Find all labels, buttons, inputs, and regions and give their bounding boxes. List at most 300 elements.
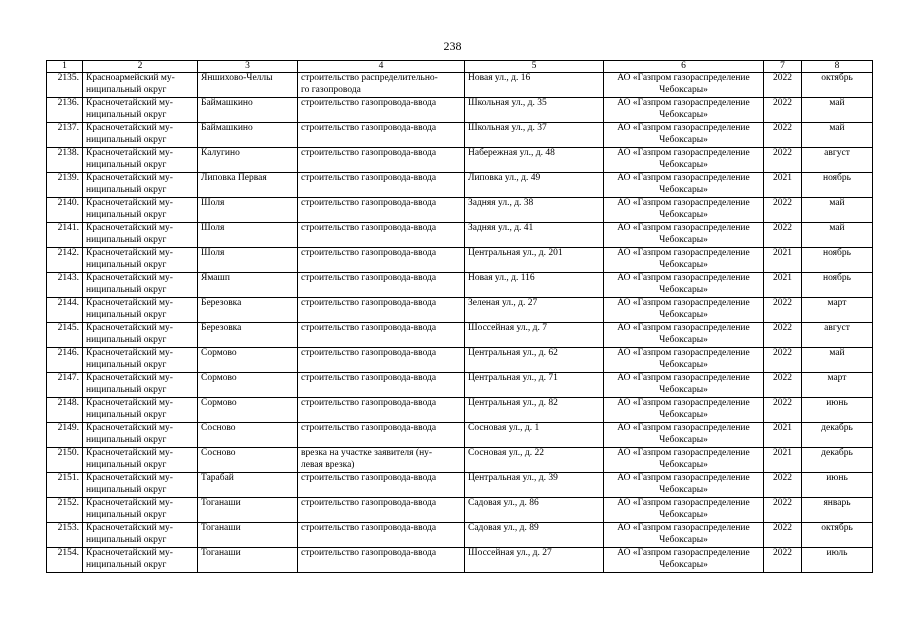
address: Центральная ул., д. 39	[468, 473, 558, 483]
table-row	[47, 73, 873, 98]
organization-line: АО «Газпром газораспределение	[617, 373, 750, 383]
municipality-cell	[83, 298, 198, 323]
address: Шоссейная ул., д. 7	[468, 323, 547, 333]
row-number-cell	[47, 73, 83, 98]
address-cell	[465, 123, 604, 148]
month: август	[824, 148, 850, 158]
month-cell	[802, 173, 873, 198]
table-row	[47, 448, 873, 473]
table-row	[47, 348, 873, 373]
municipality-line: Красночетайский му-	[86, 473, 173, 483]
month: май	[829, 98, 845, 108]
year-cell	[764, 248, 802, 273]
row-number-cell	[47, 423, 83, 448]
municipality-cell	[83, 423, 198, 448]
month-cell	[802, 148, 873, 173]
organization-cell	[604, 148, 764, 173]
year-cell	[764, 98, 802, 123]
municipality-cell	[83, 273, 198, 298]
column-header: 4	[298, 61, 465, 73]
work-type-line: строительство газопровода-ввода	[301, 123, 437, 133]
organization-line: АО «Газпром газораспределение	[617, 123, 750, 133]
locality: Баймашкино	[201, 98, 253, 108]
municipality-line: Красночетайский му-	[86, 373, 173, 383]
work-type-cell	[298, 173, 465, 198]
month: октябрь	[821, 523, 853, 533]
month: июль	[826, 548, 848, 558]
year: 2022	[773, 223, 792, 233]
column-header: 1	[47, 61, 83, 73]
municipality-cell	[83, 448, 198, 473]
month-cell	[802, 323, 873, 348]
address: Центральная ул., д. 62	[468, 348, 558, 358]
municipality-line: ниципальный округ	[86, 284, 167, 295]
address: Новая ул., д. 116	[468, 273, 535, 283]
work-type-cell	[298, 398, 465, 423]
municipality-cell	[83, 373, 198, 398]
municipality-cell	[83, 173, 198, 198]
organization-line: Чебоксары»	[659, 309, 708, 320]
locality-cell	[198, 223, 298, 248]
address: Липовка ул., д. 49	[468, 173, 541, 183]
month: март	[827, 298, 847, 308]
locality: Калугино	[201, 148, 240, 158]
municipality-line: ниципальный округ	[86, 134, 167, 145]
locality: Тоганаши	[201, 548, 241, 558]
organization-cell	[604, 73, 764, 98]
work-type-line: строительство газопровода-ввода	[301, 298, 437, 308]
address: Садовая ул., д. 86	[468, 498, 539, 508]
row-number: 2143.	[57, 273, 79, 283]
municipality-line: Красноармейский му-	[86, 73, 175, 83]
locality: Шоля	[201, 198, 225, 208]
municipality-cell	[83, 398, 198, 423]
locality-cell	[198, 273, 298, 298]
month-cell	[802, 423, 873, 448]
year: 2022	[773, 148, 792, 158]
work-type-line: строительство газопровода-ввода	[301, 548, 437, 558]
organization-line: АО «Газпром газораспределение	[617, 298, 750, 308]
column-header: 3	[198, 61, 298, 73]
municipality-line: Красночетайский му-	[86, 173, 173, 183]
month: ноябрь	[823, 273, 851, 283]
row-number-cell	[47, 248, 83, 273]
month-cell	[802, 123, 873, 148]
organization-line: Чебоксары»	[659, 509, 708, 520]
municipality-cell	[83, 223, 198, 248]
organization-cell	[604, 223, 764, 248]
organization-line: Чебоксары»	[659, 234, 708, 245]
municipality-line: Красночетайский му-	[86, 398, 173, 408]
month-cell	[802, 73, 873, 98]
organization-line: Чебоксары»	[659, 459, 708, 470]
work-type-line: строительство газопровода-ввода	[301, 198, 437, 208]
locality: Баймашкино	[201, 123, 253, 133]
table-row	[47, 98, 873, 123]
locality-cell	[198, 423, 298, 448]
month: ноябрь	[823, 173, 851, 183]
organization-line: АО «Газпром газораспределение	[617, 523, 750, 533]
row-number-cell	[47, 473, 83, 498]
work-type-cell	[298, 523, 465, 548]
address: Центральная ул., д. 201	[468, 248, 563, 258]
row-number: 2153.	[57, 523, 79, 533]
table-row	[47, 323, 873, 348]
year: 2022	[773, 523, 792, 533]
address: Задняя ул., д. 38	[468, 198, 534, 208]
locality: Тоганаши	[201, 523, 241, 533]
address: Центральная ул., д. 82	[468, 398, 558, 408]
column-number-row	[47, 61, 873, 73]
municipality-line: Красночетайский му-	[86, 273, 173, 283]
address-cell	[465, 298, 604, 323]
organization-cell	[604, 123, 764, 148]
locality: Сормово	[201, 373, 237, 383]
municipality-line: ниципальный округ	[86, 84, 167, 95]
month: декабрь	[821, 423, 853, 433]
organization-line: Чебоксары»	[659, 334, 708, 345]
organization-line: Чебоксары»	[659, 384, 708, 395]
organization-line: АО «Газпром газораспределение	[617, 473, 750, 483]
month: май	[829, 223, 845, 233]
locality-cell	[198, 523, 298, 548]
municipality-line: ниципальный округ	[86, 409, 167, 420]
organization-line: АО «Газпром газораспределение	[617, 398, 750, 408]
row-number-cell	[47, 373, 83, 398]
municipality-line: ниципальный округ	[86, 159, 167, 170]
locality-cell	[198, 173, 298, 198]
year: 2022	[773, 498, 792, 508]
address: Набережная ул., д. 48	[468, 148, 555, 158]
organization-line: АО «Газпром газораспределение	[617, 448, 750, 458]
table-row	[47, 248, 873, 273]
row-number: 2151.	[57, 473, 79, 483]
work-type-line: строительство газопровода-ввода	[301, 498, 437, 508]
address-cell	[465, 173, 604, 198]
year-cell	[764, 373, 802, 398]
organization-cell	[604, 98, 764, 123]
address: Центральная ул., д. 71	[468, 373, 558, 383]
organization-line: АО «Газпром газораспределение	[617, 323, 750, 333]
work-type-cell	[298, 123, 465, 148]
locality-cell	[198, 98, 298, 123]
year-cell	[764, 173, 802, 198]
organization-cell	[604, 248, 764, 273]
month-cell	[802, 198, 873, 223]
row-number: 2145.	[57, 323, 79, 333]
work-type-line: го газопровода	[301, 84, 361, 95]
locality: Яншихово-Челлы	[201, 73, 273, 83]
year: 2022	[773, 123, 792, 133]
row-number-cell	[47, 223, 83, 248]
municipality-line: ниципальный округ	[86, 184, 167, 195]
municipality-cell	[83, 548, 198, 573]
municipality-cell	[83, 473, 198, 498]
address-cell	[465, 373, 604, 398]
row-number-cell	[47, 523, 83, 548]
table-body	[47, 73, 873, 573]
month-cell	[802, 548, 873, 573]
row-number: 2149.	[57, 423, 79, 433]
organization-cell	[604, 498, 764, 523]
table-row	[47, 123, 873, 148]
organization-line: Чебоксары»	[659, 109, 708, 120]
municipality-line: Красночетайский му-	[86, 223, 173, 233]
year-cell	[764, 423, 802, 448]
work-type-line: строительство газопровода-ввода	[301, 273, 437, 283]
work-type-line: строительство газопровода-ввода	[301, 148, 437, 158]
year-cell	[764, 523, 802, 548]
month: январь	[823, 498, 851, 508]
organization-cell	[604, 523, 764, 548]
municipality-line: Красночетайский му-	[86, 323, 173, 333]
organization-line: Чебоксары»	[659, 209, 708, 220]
work-type-cell	[298, 348, 465, 373]
locality-cell	[198, 498, 298, 523]
month-cell	[802, 398, 873, 423]
year-cell	[764, 398, 802, 423]
work-type-cell	[298, 448, 465, 473]
work-type-line: врезка на участке заявителя (ну-	[301, 448, 433, 458]
municipality-line: Красночетайский му-	[86, 148, 173, 158]
work-type-cell	[298, 473, 465, 498]
year-cell	[764, 223, 802, 248]
table-row	[47, 223, 873, 248]
row-number: 2148.	[57, 398, 79, 408]
year: 2021	[773, 173, 792, 183]
organization-line: АО «Газпром газораспределение	[617, 498, 750, 508]
organization-line: АО «Газпром газораспределение	[617, 73, 750, 83]
row-number-cell	[47, 273, 83, 298]
work-type-cell	[298, 248, 465, 273]
month: март	[827, 373, 847, 383]
municipality-cell	[83, 148, 198, 173]
locality-cell	[198, 323, 298, 348]
work-type-cell	[298, 273, 465, 298]
month-cell	[802, 473, 873, 498]
work-type-cell	[298, 148, 465, 173]
address-cell	[465, 473, 604, 498]
locality: Сосново	[201, 448, 236, 458]
month: май	[829, 123, 845, 133]
address-cell	[465, 73, 604, 98]
row-number: 2150.	[57, 448, 79, 458]
municipality-cell	[83, 323, 198, 348]
row-number-cell	[47, 148, 83, 173]
month: ноябрь	[823, 248, 851, 258]
address: Шоссейная ул., д. 27	[468, 548, 552, 558]
organization-line: АО «Газпром газораспределение	[617, 423, 750, 433]
row-number-cell	[47, 123, 83, 148]
locality: Березовка	[201, 323, 242, 333]
row-number-cell	[47, 298, 83, 323]
year-cell	[764, 298, 802, 323]
month: июнь	[826, 398, 848, 408]
organization-line: АО «Газпром газораспределение	[617, 148, 750, 158]
year-cell	[764, 198, 802, 223]
municipality-line: Красночетайский му-	[86, 448, 173, 458]
organization-line: Чебоксары»	[659, 534, 708, 545]
locality-cell	[198, 473, 298, 498]
work-type-cell	[298, 423, 465, 448]
work-type-cell	[298, 298, 465, 323]
municipality-line: Красночетайский му-	[86, 298, 173, 308]
month-cell	[802, 523, 873, 548]
year-cell	[764, 123, 802, 148]
table-row	[47, 523, 873, 548]
year: 2022	[773, 398, 792, 408]
row-number: 2136.	[57, 98, 79, 108]
year: 2021	[773, 423, 792, 433]
work-type-cell	[298, 498, 465, 523]
year: 2021	[773, 448, 792, 458]
municipality-line: ниципальный округ	[86, 359, 167, 370]
organization-cell	[604, 298, 764, 323]
municipality-line: Красночетайский му-	[86, 248, 173, 258]
year-cell	[764, 348, 802, 373]
municipality-line: ниципальный округ	[86, 209, 167, 220]
work-type-cell	[298, 548, 465, 573]
row-number: 2146.	[57, 348, 79, 358]
locality: Шоля	[201, 223, 225, 233]
work-type-line: левая врезка)	[301, 459, 355, 470]
month-cell	[802, 348, 873, 373]
table-row	[47, 398, 873, 423]
municipality-line: ниципальный округ	[86, 259, 167, 270]
municipality-cell	[83, 198, 198, 223]
municipality-cell	[83, 123, 198, 148]
table-row	[47, 148, 873, 173]
municipality-line: ниципальный округ	[86, 559, 167, 570]
address-cell	[465, 348, 604, 373]
year: 2022	[773, 198, 792, 208]
locality-cell	[198, 73, 298, 98]
year-cell	[764, 323, 802, 348]
organization-cell	[604, 173, 764, 198]
municipality-line: ниципальный округ	[86, 109, 167, 120]
address: Зеленая ул., д. 27	[468, 298, 538, 308]
month-cell	[802, 273, 873, 298]
year: 2022	[773, 548, 792, 558]
year: 2021	[773, 273, 792, 283]
municipality-cell	[83, 498, 198, 523]
municipality-line: ниципальный округ	[86, 334, 167, 345]
locality-cell	[198, 448, 298, 473]
column-header: 6	[604, 61, 764, 73]
month-cell	[802, 498, 873, 523]
table-row	[47, 423, 873, 448]
address-cell	[465, 273, 604, 298]
table-row	[47, 198, 873, 223]
municipality-line: Красночетайский му-	[86, 123, 173, 133]
year: 2022	[773, 373, 792, 383]
work-type-cell	[298, 223, 465, 248]
month-cell	[802, 448, 873, 473]
municipality-line: ниципальный округ	[86, 509, 167, 520]
municipality-line: ниципальный округ	[86, 384, 167, 395]
municipality-cell	[83, 248, 198, 273]
year-cell	[764, 548, 802, 573]
locality-cell	[198, 123, 298, 148]
municipality-line: ниципальный округ	[86, 234, 167, 245]
address: Школьная ул., д. 37	[468, 123, 547, 133]
year: 2022	[773, 298, 792, 308]
organization-line: Чебоксары»	[659, 184, 708, 195]
month-cell	[802, 298, 873, 323]
locality-cell	[198, 248, 298, 273]
month: май	[829, 348, 845, 358]
locality-cell	[198, 298, 298, 323]
address-cell	[465, 548, 604, 573]
address: Школьная ул., д. 35	[468, 98, 547, 108]
year-cell	[764, 448, 802, 473]
row-number: 2140.	[57, 198, 79, 208]
column-header: 5	[465, 61, 604, 73]
gasification-table	[46, 60, 873, 573]
municipality-cell	[83, 348, 198, 373]
year: 2022	[773, 348, 792, 358]
municipality-line: ниципальный округ	[86, 534, 167, 545]
address-cell	[465, 198, 604, 223]
organization-line: АО «Газпром газораспределение	[617, 98, 750, 108]
municipality-line: Красночетайский му-	[86, 548, 173, 558]
year-cell	[764, 73, 802, 98]
table-row	[47, 473, 873, 498]
row-number: 2135.	[57, 73, 79, 83]
address: Задняя ул., д. 41	[468, 223, 534, 233]
organization-line: Чебоксары»	[659, 484, 708, 495]
organization-line: Чебоксары»	[659, 84, 708, 95]
organization-line: Чебоксары»	[659, 284, 708, 295]
work-type-line: строительство газопровода-ввода	[301, 98, 437, 108]
locality: Тарабай	[201, 473, 234, 483]
month-cell	[802, 98, 873, 123]
municipality-line: Красночетайский му-	[86, 498, 173, 508]
column-header: 8	[802, 61, 873, 73]
address-cell	[465, 323, 604, 348]
row-number: 2137.	[57, 123, 79, 133]
row-number: 2152.	[57, 498, 79, 508]
organization-cell	[604, 448, 764, 473]
work-type-line: строительство газопровода-ввода	[301, 423, 437, 433]
row-number: 2141.	[57, 223, 79, 233]
work-type-line: строительство распределительно-	[301, 73, 438, 83]
organization-line: АО «Газпром газораспределение	[617, 348, 750, 358]
organization-line: АО «Газпром газораспределение	[617, 273, 750, 283]
organization-cell	[604, 198, 764, 223]
locality-cell	[198, 148, 298, 173]
month-cell	[802, 248, 873, 273]
organization-line: Чебоксары»	[659, 359, 708, 370]
locality-cell	[198, 398, 298, 423]
work-type-line: строительство газопровода-ввода	[301, 373, 437, 383]
year: 2022	[773, 473, 792, 483]
row-number-cell	[47, 173, 83, 198]
year-cell	[764, 498, 802, 523]
work-type-line: строительство газопровода-ввода	[301, 173, 437, 183]
organization-cell	[604, 348, 764, 373]
municipality-line: Красночетайский му-	[86, 423, 173, 433]
locality: Сормово	[201, 398, 237, 408]
locality: Тоганаши	[201, 498, 241, 508]
month: июнь	[826, 473, 848, 483]
municipality-cell	[83, 73, 198, 98]
organization-line: Чебоксары»	[659, 559, 708, 570]
municipality-line: Красночетайский му-	[86, 523, 173, 533]
municipality-cell	[83, 98, 198, 123]
table-row	[47, 298, 873, 323]
row-number-cell	[47, 398, 83, 423]
